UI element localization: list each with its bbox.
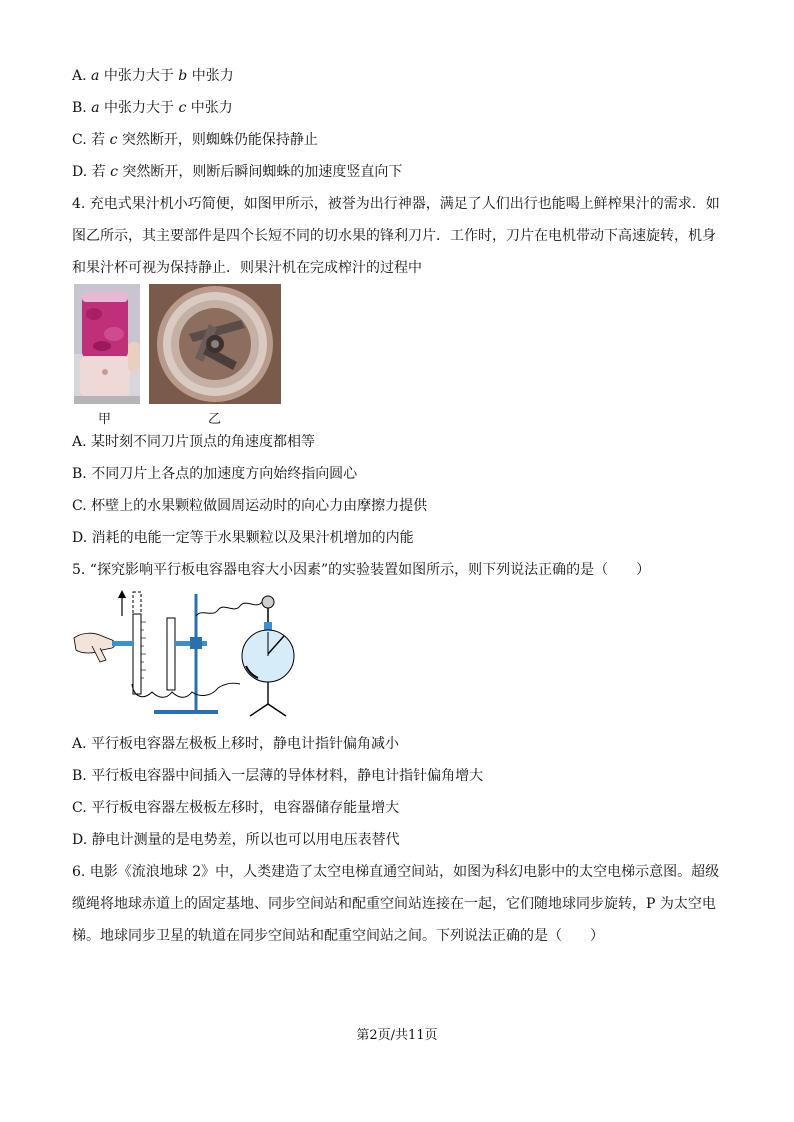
q4-option-c: C. 杯壁上的水果颗粒做圆周运动时的向心力由摩擦力提供 xyxy=(72,498,428,514)
q4-option-a: A. 某时刻不同刀片顶点的角速度都相等 xyxy=(72,434,316,450)
q5-stem: 5. “探究影响平行板电容器电容大小因素”的实验装置如图所示，则下列说法正确的是（ ） xyxy=(72,562,651,578)
q6-stem-line-3: 梯。地球同步卫星的轨道在同步空间站和配重空间站之间。下列说法正确的是（ ） xyxy=(72,928,604,944)
capacitor-apparatus-diagram xyxy=(72,588,312,722)
q3-option-a: A. a 中张力大于 b 中张力 xyxy=(72,68,234,84)
page-footer: 第2页/共11页 xyxy=(356,1028,438,1043)
q3-option-b: B. a 中张力大于 c 中张力 xyxy=(72,100,233,116)
q6-stem-line-2: 缆绳将地球赤道上的固定基地、同步空间站和配重空间站连接在一起，它们随地球同步旋转，P 为太空电 xyxy=(72,896,716,912)
q3-option-d: D. 若 c 突然断开，则断后瞬间蜘蛛的加速度竖直向下 xyxy=(72,164,403,180)
caption-jia: 甲 xyxy=(98,412,112,427)
q4-stem-line-1: 4. 充电式果汁机小巧简便，如图甲所示，被誉为出行神器，满足了人们出行也能喝上鲜榨果汁的需求．如 xyxy=(72,196,720,212)
blade-photo xyxy=(149,284,281,404)
q3-option-c: C. 若 c 突然断开，则蜘蛛仍能保持静止 xyxy=(72,132,318,148)
q4-option-d: D. 消耗的电能一定等于水果颗粒以及果汁机增加的内能 xyxy=(72,530,414,546)
q5-option-b: B. 平行板电容器中间插入一层薄的导体材料，静电计指针偏角增大 xyxy=(72,768,484,784)
blade-illustration xyxy=(149,284,281,404)
q4-stem-line-2: 图乙所示，其主要部件是四个长短不同的切水果的锋利刀片．工作时，刀片在电机带动下高速旋转，机身 xyxy=(72,228,716,244)
juicer-illustration xyxy=(74,284,140,404)
q6-stem-line-1: 6. 电影《流浪地球 2》中，人类建造了太空电梯直通空间站，如图为科幻电影中的太空电梯示意图。超级 xyxy=(72,864,720,880)
q5-option-c: C. 平行板电容器左极板左移时，电容器储存能量增大 xyxy=(72,800,400,816)
juicer-photo xyxy=(74,284,140,404)
q4-option-b: B. 不同刀片上各点的加速度方向始终指向圆心 xyxy=(72,466,358,482)
q4-stem-line-3: 和果汁杯可视为保持静止．则果汁机在完成榨汁的过程中 xyxy=(72,260,422,276)
capacitor-apparatus-svg xyxy=(72,588,312,722)
q5-option-d: D. 静电计测量的是电势差，所以也可以用电压表替代 xyxy=(72,832,400,848)
q5-option-a: A. 平行板电容器左极板上移时，静电计指针偏角减小 xyxy=(72,736,400,752)
caption-yi: 乙 xyxy=(208,412,222,427)
